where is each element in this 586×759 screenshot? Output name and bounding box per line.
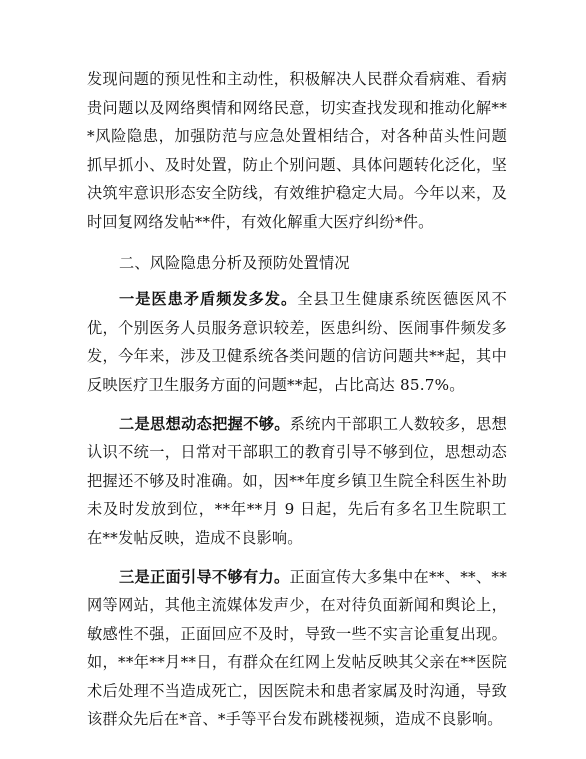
- item-paragraph-1: [87, 285, 507, 399]
- section-heading: 二、风险隐患分析及预防处置情况: [119, 253, 350, 272]
- item-lead-3: 三是正面引导不够有力。: [119, 567, 290, 586]
- intro-paragraph: 发现问题的预见性和主动性，积极解决人民群众看病难、看病贵问题以及网络舆情和网络民意，切实查找发现和推动化解***风险隐患，加强防范与应急处置相结合，对各种苗头性问题抓早抓小、及时处置，防止个别问题、具体问题转化泛化，坚决筑牢意识形态安全防线，有效维护稳定大局。今年以来，及时回复网络发帖**件，有效化解重大医疗纠纷*件。: [87, 70, 507, 231]
- item-body-1: 全县卫生健康系统医德医风不优，个别医务人员服务意识较差，医患纠纷、医闹事件频发多发，今年来，涉及卫健系统各类问题的信访问题共**起，其中反映医疗卫生服务方面的问题**起，占比高达 85.7%。: [87, 290, 507, 394]
- item-body-3: 正面宣传大多集中在**、**、**网等网站，其他主流媒体发声少，在对待负面新闻和舆论上，敏感性不强，正面回应不及时，导致一些不实言论重复出现。如，**年**月**日，有群众在红网上发帖反映其父亲在**医院术后处理不当造成死亡，因医院未和患者家属及时沟通，导致该群众先后在*音、*手等平台发布跳楼视频，造成不良影响。: [87, 567, 508, 729]
- item-lead-2: 二是思想动态把握不够。: [119, 414, 290, 433]
- document-body: [87, 65, 507, 734]
- item-lead-1: 一是医患矛盾频发多发。: [119, 290, 298, 309]
- item-paragraph-3: [87, 563, 507, 735]
- item-body-2: 系统内干部职工人数较多，思想认识不统一，日常对干部职工的教育引导不够到位，思想动态把握还不够及时准确。如，因**年度乡镇卫生院全科医生补助未及时发放到位，**年**月 9 日起，先后有多名卫生院职工在**发帖反映，造成不良影响。: [87, 414, 507, 547]
- item-paragraph-2: [87, 410, 507, 553]
